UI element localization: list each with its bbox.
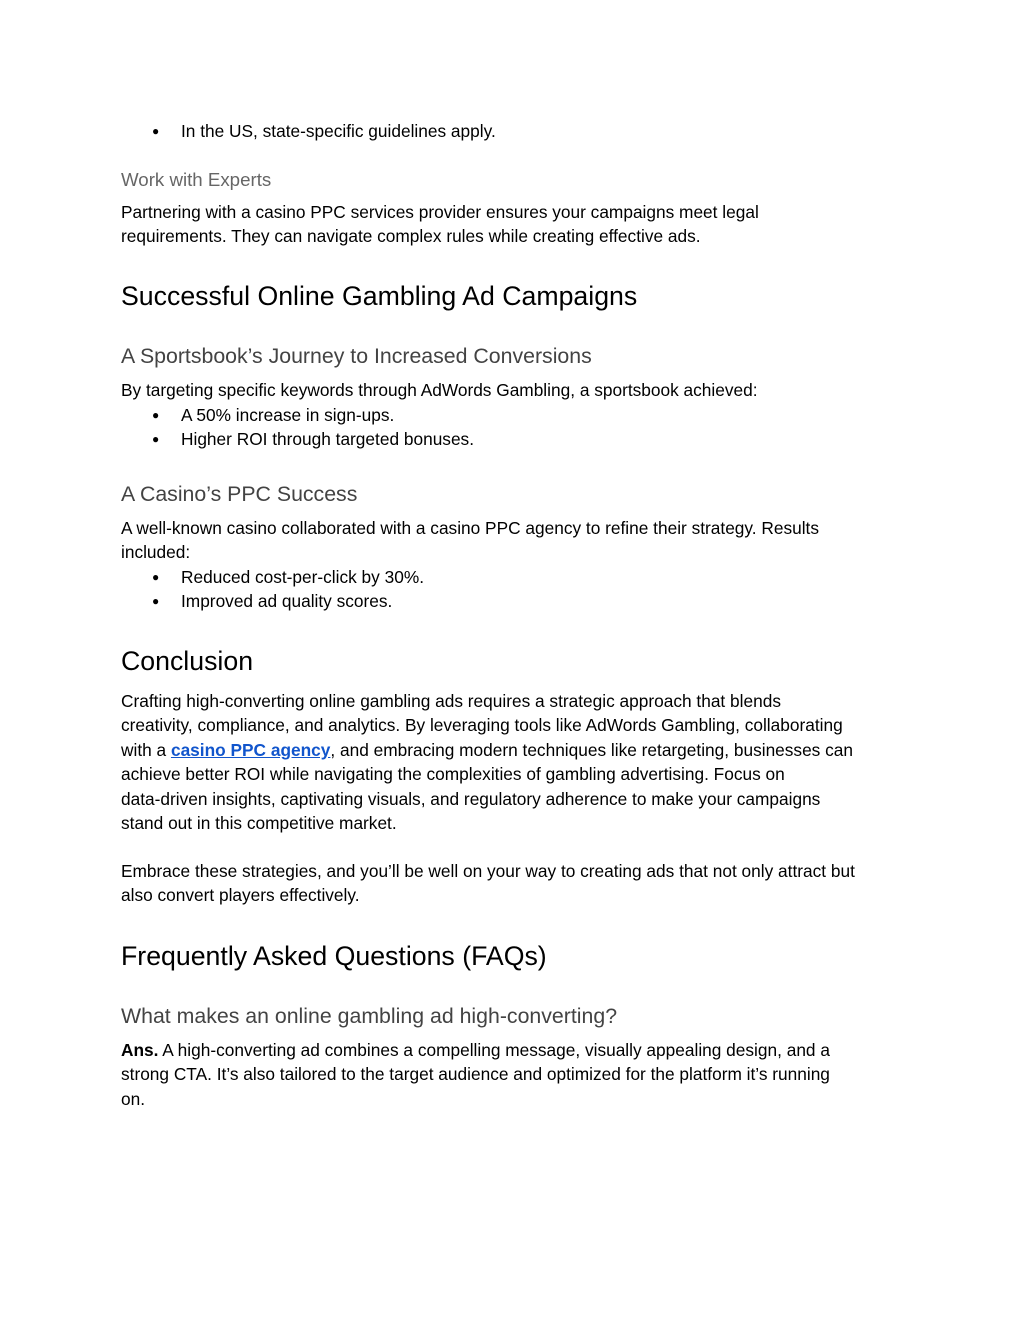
bullet-icon: ● bbox=[152, 124, 160, 138]
casino-heading: A Casino’s PPC Success bbox=[121, 482, 358, 506]
guidelines-list bbox=[121, 119, 496, 143]
list-item: ● A 50% increase in sign-ups. bbox=[121, 403, 474, 427]
casino-results-list bbox=[121, 565, 424, 614]
list-item: ● Reduced cost-per-click by 30%. bbox=[121, 565, 424, 589]
sportsbook-heading: A Sportsbook’s Journey to Increased Conversions bbox=[121, 344, 592, 368]
faq-answer: Ans. A high-converting ad combines a compelling message, visually appealing design, and a strong CTA. It’s also tailored to the target audience and optimized for the platform it’s running on. bbox=[121, 1040, 830, 1109]
casino-ppc-agency-link[interactable]: casino PPC agency bbox=[170, 739, 331, 760]
conclusion-closing-paragraph: Embrace these strategies, and you’ll be well on your way to creating ads that not only attract but also convert players effectively. bbox=[121, 861, 855, 906]
bullet-icon: ● bbox=[152, 594, 160, 609]
sportsbook-intro: By targeting specific keywords through AdWords Gambling, a sportsbook achieved: bbox=[121, 380, 758, 400]
sportsbook-results-list bbox=[121, 403, 474, 452]
bullet-icon: ● bbox=[152, 570, 160, 584]
bullet-icon: ● bbox=[152, 408, 160, 422]
faqs-heading: Frequently Asked Questions (FAQs) bbox=[121, 941, 547, 971]
list-item: ● In the US, state-specific guidelines apply. bbox=[121, 119, 496, 143]
work-with-experts-paragraph: Partnering with a casino PPC services provider ensures your campaigns meet legal requirements. They can navigate complex rules while creating effective ads. bbox=[121, 202, 759, 247]
work-with-experts-heading: Work with Experts bbox=[121, 169, 272, 190]
casino-paragraph: A well-known casino collaborated with a casino PPC agency to refine their strategy. Results included: bbox=[121, 518, 819, 563]
campaigns-heading: Successful Online Gambling Ad Campaigns bbox=[121, 281, 638, 311]
bullet-icon: ● bbox=[152, 432, 160, 447]
conclusion-paragraph: Crafting high-converting online gambling ads requires a strategic approach that blends creativity, compliance, and analytics. By leveraging tools like AdWords Gambling, collaborating with a casino PPC agency, and embracing modern techniques like retargeting, businesses can achieve better ROI while navigating the complexities of gambling advertising. Focus on data-driven insights, captivating visuals, and regulatory adherence to make your campaigns stand out in this competitive market. bbox=[121, 691, 853, 834]
list-item: ● Higher ROI through targeted bonuses. bbox=[121, 427, 474, 451]
faq-question: What makes an online gambling ad high-converting? bbox=[121, 1004, 618, 1028]
list-item: ● Improved ad quality scores. bbox=[121, 589, 424, 613]
conclusion-heading: Conclusion bbox=[121, 646, 254, 676]
answer-label: Ans. bbox=[121, 1040, 159, 1060]
